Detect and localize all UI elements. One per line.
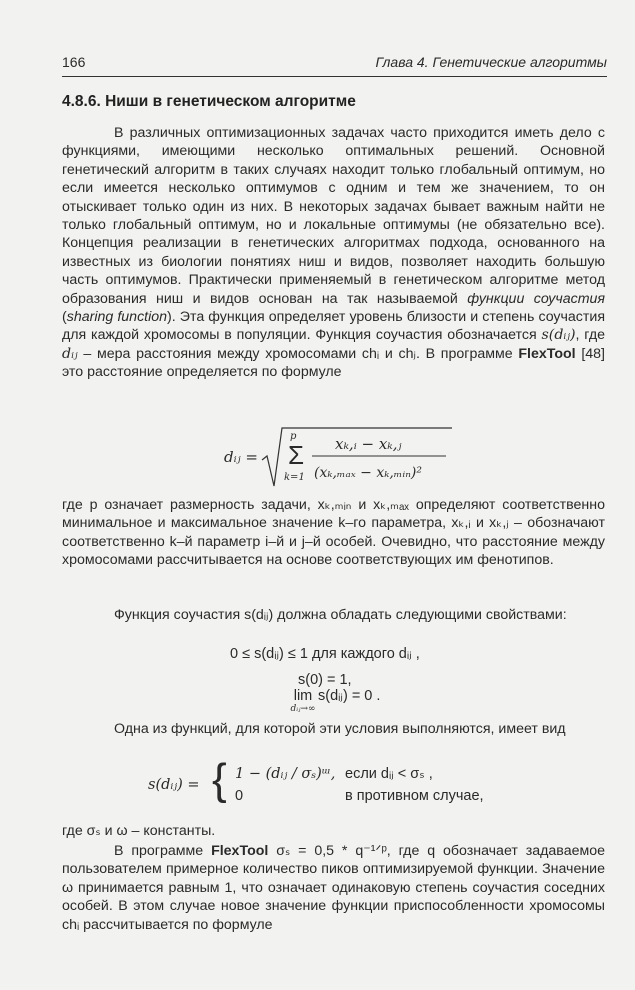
formula2-lhs: s(dᵢⱼ) = <box>148 777 200 793</box>
case2-condition: в противном случае, <box>345 788 484 804</box>
limit-expression: s(dᵢⱼ) = 0 . <box>318 688 381 704</box>
paragraph-flextool: В программе FlexTool σₛ = 0,5 * q⁻¹ᐟᵖ, где q обозначает задаваемое пользователем примерное количество пиков оптимизируемой функции. Значение ω принимается равным 1, что означает одинаковую степень соучастия соседних особей. В этом случае новое значение функции приспособленности хромосомы chᵢ рассчитывается по формуле <box>62 843 606 933</box>
formula1-sum-upper: p <box>290 431 297 442</box>
distance-formula <box>200 422 460 492</box>
formula1-numerator: xₖ,ᵢ − xₖ,ⱼ <box>335 435 402 453</box>
brace: { <box>212 755 227 804</box>
running-header <box>62 54 607 76</box>
condition-range: 0 ≤ s(dᵢⱼ) ≤ 1 для каждого dᵢⱼ , <box>230 646 420 662</box>
paragraph-constants: где σₛ и ω – константы. <box>62 823 216 839</box>
case1-expression: 1 − (dᵢⱼ / σₛ)ᵚ, <box>235 766 336 782</box>
paragraph-properties: Функция соучастия s(dᵢⱼ) должна обладать следующими свойствами: <box>114 607 567 623</box>
condition-limit <box>283 688 323 714</box>
limit-subscript: dᵢⱼ→∞ <box>290 704 316 714</box>
section-title: 4.8.6. Ниши в генетическом алгоритме <box>62 93 356 110</box>
formula1-sum-lower: k=1 <box>284 472 305 483</box>
chapter-title: Глава 4. Генетические алгоритмы <box>375 54 607 70</box>
limit-word: lim <box>293 688 313 704</box>
paragraph-variables: где p означает размерность задачи, xₖ,ₘᵢₙ и xₖ,ₘₐₓ определяют соответственно минимальное и максимальное значение k–го параметра, xₖ,ᵢ и xₖ,ⱼ – обозначают соответственно k–й параметр i–й и j–й особей. Очевидно, что расстояние между хромосомами рассчитывается на основе соответствующих им фенотипов. <box>62 497 605 569</box>
sigma-sign: Σ <box>288 440 305 470</box>
paragraph-intro: В различных оптимизационных задачах часто приходится иметь дело с функциями, имеющими несколько оптимальных решений. Основной генетический алгоритм в таких случаях находит только глобальный оптимум, но если имеется несколько оптимумов с одним и тем же значением, то он отыскивает только один из них. В некоторых задачах бывает важным найти не только глобальный оптимум, но и локальные оптимумы (не обязательно все). Концепция реализации в генетических алгоритмах подхода, основанного на известных из биологии понятиях ниш и видов, позволяет находить большую часть оптимумов. Практически применяемый в генетическом алгоритме метод образования ниш и видов основан на так называемой функции соучастия (sharing function). Эта функция определяет уровень близости и степень соучастия для каждой хромосомы в популяции. Функция соучастия обозначается s(dᵢⱼ), где dᵢⱼ – мера расстояния между хромосомами chᵢ и chⱼ. В программе FlexTool [48] это расстояние определяется по формуле <box>62 125 606 381</box>
page-number: 166 <box>62 54 86 70</box>
paragraph-function-form: Одна из функций, для которой эти условия выполняются, имеет вид <box>114 721 566 737</box>
formula1-lhs: dᵢⱼ = <box>224 448 258 466</box>
case1-condition: если dᵢⱼ < σₛ , <box>345 766 433 782</box>
formula1-denominator: (xₖ,ₘₐₓ − xₖ,ₘᵢₙ)² <box>314 465 422 481</box>
header-rule <box>62 76 607 77</box>
case2-expression: 0 <box>235 788 244 804</box>
condition-zero: s(0) = 1, <box>298 672 352 688</box>
